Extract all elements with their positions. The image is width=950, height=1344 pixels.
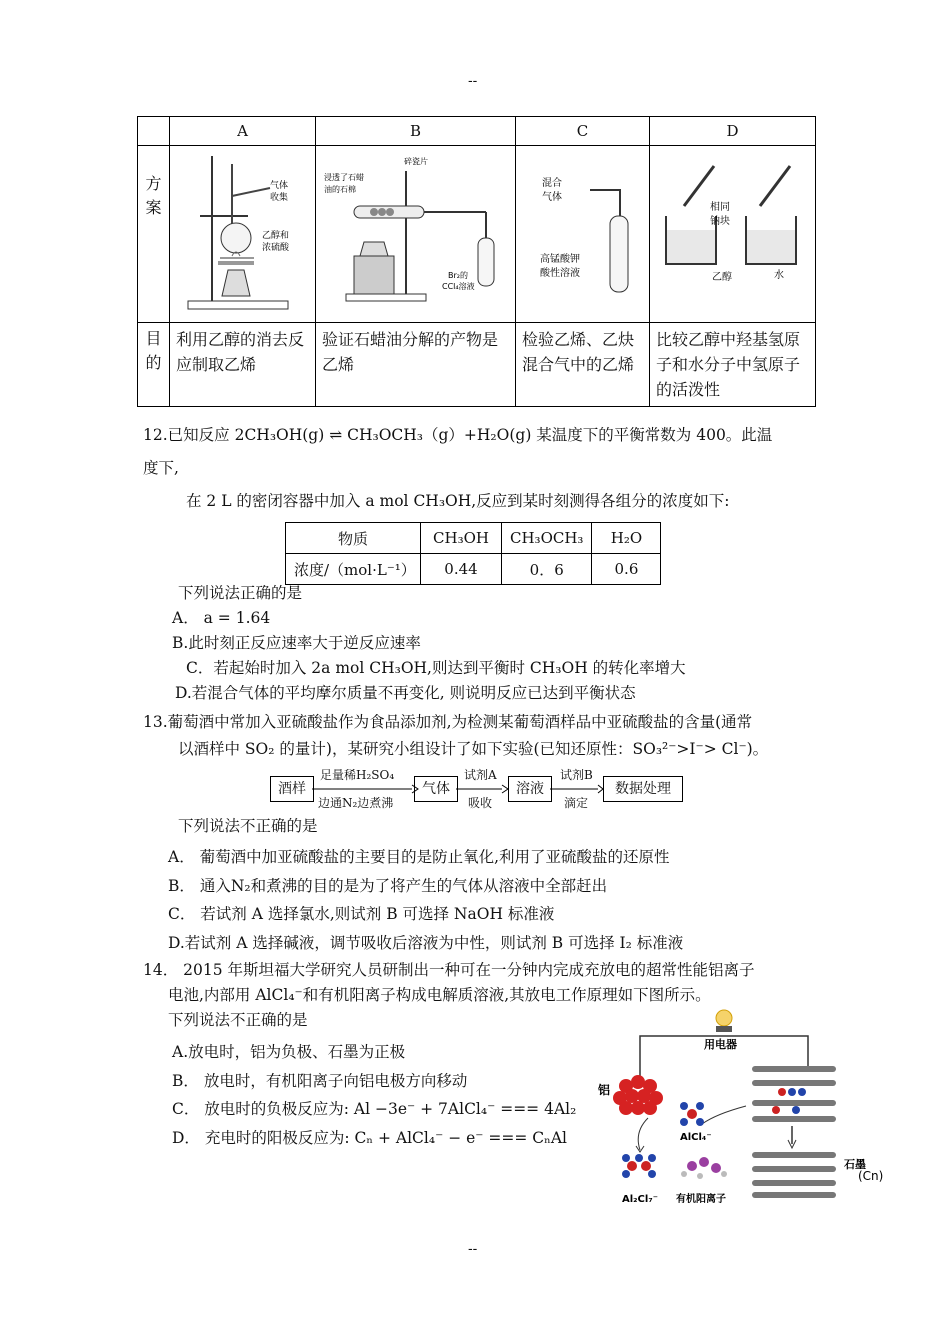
purpose-row-label: 目的 [145,329,162,372]
flow-arrow2-top: 试剂A [464,768,497,782]
q12-line-1: 12.已知反应 2CH₃OH(g) ⇌ CH₃OCH₃（g）+H₂O(g) 某温度下的平衡常数为 400。此温 [143,426,773,444]
conc-header-ch3oh: CH₃OH [421,523,502,554]
apparatus-a-figure [170,146,315,318]
header-d: D [650,117,816,146]
q13-option-a: A． 葡萄酒中加亚硫酸盐的主要目的是防止氧化,利用了亚硫酸盐的还原性 [168,848,670,866]
conc-row-label: 浓度/（mol·L⁻¹） [286,554,421,585]
q12-option-d: D.若混合气体的平均摩尔质量不再变化, 则说明反应已达到平衡状态 [175,684,636,702]
q13-option-d: D.若试剂 A 选择碱液，调节吸收后溶液为中性，则试剂 B 可选择 I₂ 标准液 [168,934,684,952]
battery-figure [596,1002,892,1212]
figure-d-cell [650,146,816,323]
q14-stem: 下列说法不正确的是 [168,1011,308,1029]
bottom-page-mark: -- [468,1240,478,1256]
flow-arrows [312,780,612,800]
bulb-icon [716,1010,732,1026]
header-a: A [170,117,316,146]
flow-arrow1-top: 足量稀H₂SO₄ [320,768,395,782]
fig-a-label-2: 收集 [270,193,289,203]
q13-line-1: 13.葡萄酒中常加入亚硫酸盐作为食品添加剂,为检测某葡萄酒样品中亚硫酸盐的含量(通常 [143,713,753,731]
header-b: B [316,117,516,146]
q12-option-c: C．若起始时加入 2a mol CH₃OH,则达到平衡时 CH₃OH 的转化率增大 [186,659,686,677]
q12-stem: 下列说法正确的是 [178,584,303,602]
graphite-layers [752,1066,836,1198]
fig-d-label-2: 钠块 [710,216,730,227]
fig-c-label-2: 气体 [542,192,562,203]
flow-box-gas: 气体 [414,776,458,802]
fig-c-label-1: 混合 [542,178,562,189]
purpose-a: 利用乙醇的消去反应制取乙烯 [170,323,316,407]
conc-value-ch3oh: 0.44 [421,554,502,585]
header-c: C [516,117,650,146]
apparatus-b-figure [316,146,515,318]
q14-line-1: 14． 2015 年斯坦福大学研究人员研制出一种可在一分钟内完成充放电的超常性能铝离子 [143,961,755,979]
al2cl7-label: Al₂Cl₇⁻ [622,1194,658,1205]
fig-a-label-3: 乙醇和 [262,231,290,241]
fig-b-label-5: CCl₄溶液 [442,282,475,291]
conc-header-ch3och3: CH₃OCH₃ [502,523,592,554]
device-label: 用电器 [704,1038,737,1051]
conc-value-ch3och3: 0．6 [502,554,592,585]
alcl4-label: AlCl₄⁻ [680,1132,712,1143]
cation-label: 有机阳离子 [676,1194,726,1205]
graphite-label: 石墨 [844,1158,866,1171]
flow-box-sample: 酒样 [270,776,314,802]
figure-b-cell [316,146,516,323]
q13-line-2: 以酒样中 SO₂ 的量计)，某研究小组设计了如下实验(已知还原性：SO₃²⁻>I⁻> Cl⁻)。 [178,740,769,758]
apparatus-c-figure [516,146,649,318]
conc-header-h2o: H₂O [592,523,661,554]
q12-line-3: 在 2 L 的密闭容器中加入 a mol CH₃OH,反应到某时刻测得各组分的浓度如下: [186,492,730,510]
fig-a-label-1: 气体 [270,181,289,191]
concentration-table [285,522,661,585]
fig-b-label-2: 浸透了石蜡 [324,173,364,182]
q13-option-c: C． 若试剂 A 选择氯水,则试剂 B 可选择 NaOH 标准液 [168,905,555,923]
fig-a-label-4: 浓硫酸 [262,243,290,253]
q12-line-2: 度下, [143,459,179,477]
flow-arrow1-bottom: 边通N₂边煮沸 [318,796,394,810]
q13-stem: 下列说法不正确的是 [178,817,318,835]
top-page-mark: -- [468,72,478,88]
experiment-table [137,116,816,407]
conc-header-substance: 物质 [286,523,421,554]
q14-option-d: D． 充电时的阳极反应为: Cₙ + AlCl₄⁻ − e⁻ === CₙAl [172,1129,568,1147]
flow-box-data-processing: 数据处理 [603,776,683,802]
purpose-c: 检验乙烯、乙炔混合气中的乙烯 [516,323,650,407]
fig-d-label-3: 乙醇 [712,272,732,283]
al2cl7-ion [622,1154,656,1178]
q12-option-a: A． a = 1.64 [172,609,271,627]
al-electrode-cluster [613,1075,663,1115]
figure-c-cell [516,146,650,323]
q14-option-c: C． 放电时的负极反应为: Al −3e⁻ + 7AlCl₄⁻ === 4Al₂ [172,1100,577,1118]
q14-line-2: 电池,内部用 AlCl₄⁻和有机阳离子构成电解质溶液,其放电工作原理如下图所示。 [168,986,711,1004]
flow-arrow3-top: 试剂B [560,768,593,782]
flow-arrow2-bottom: 吸收 [468,796,493,810]
graphite-sub-label: (Cn) [858,1169,884,1183]
organic-cation [681,1157,727,1179]
fig-d-label-4: 水 [774,270,784,281]
flow-box-solution: 溶液 [508,776,552,802]
fig-b-label-4: Br₂的 [448,271,468,280]
al-electrode-label: 铝 [598,1083,611,1097]
fig-d-label-1: 相同 [710,202,730,213]
flow-arrow3-bottom: 滴定 [564,796,589,810]
q12-option-b: B.此时刻正反应速率大于逆反应速率 [172,634,421,652]
figure-a-cell [170,146,316,323]
plan-row-label: 方案 [145,174,162,217]
conc-value-h2o: 0.6 [592,554,661,585]
fig-c-label-4: 酸性溶液 [540,268,580,279]
q14-option-b: B． 放电时，有机阳离子向铝电极方向移动 [172,1072,468,1090]
alcl4-ion [680,1102,704,1126]
q13-option-b: B． 通入N₂和煮沸的目的是为了将产生的气体从溶液中全部赶出 [168,877,608,895]
q14-option-a: A.放电时，铝为负极、石墨为正极 [172,1043,406,1061]
fig-b-label-3: 油的石棉 [324,185,356,194]
apparatus-d-figure [650,146,815,318]
fig-c-label-3: 高锰酸钾 [540,254,580,265]
purpose-b: 验证石蜡油分解的产物是乙烯 [316,323,516,407]
purpose-d: 比较乙醇中羟基氢原子和水分子中氢原子的活泼性 [650,323,816,407]
fig-b-label-1: 碎瓷片 [404,157,428,166]
